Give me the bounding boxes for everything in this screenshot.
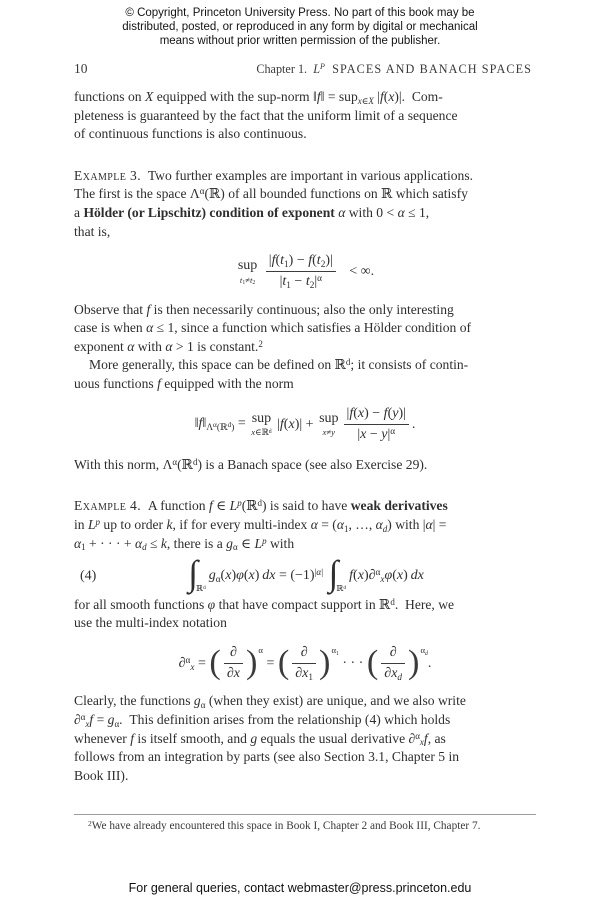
- paragraph-example-3: Example 3. Two further examples are important in various applications. The first is the space $\Lambda^\alpha(ℝ)$ of all bounded functions on ℝ which satisfy a Hölder (or Lipschitz) condition of exponent α with 0 < α ≤ 1, that is,: [74, 167, 474, 239]
- paren-group: ( $\frac{\partial}{\partial x1}$ )$^{\alpha 1}$: [277, 643, 339, 682]
- paragraph-clearly: Clearly, the functions gα (when they exist) are unique, and we also write ∂$^\alpha$xf = gα. This definition arises from the relationship (4) which holds whenever f is itself smooth, and g equals the usual derivative ∂$^\alpha$xf, as follows from an integration by parts (see also Section 3.1, Chapter 5 in Book III).: [74, 693, 466, 783]
- equation-left: gα(x)φ(x) dx = $(-1)^{|\alpha|}$: [208, 567, 324, 584]
- fraction: $\frac{\partial}{\partial x}$: [224, 644, 243, 683]
- paragraph-smooth-functions: for all smooth functions φ that have compact support in ℝ$^d$. Here, we use the multi-index notation: [74, 596, 455, 631]
- multiindex-lhs: ∂$^\alpha$x =: [178, 654, 210, 672]
- copyright-line: means without prior written permission of the publisher.: [159, 34, 441, 47]
- sup-operator: sup x≠y: [319, 410, 339, 438]
- norm-lhs: ‖f‖Λα(ℝd) =: [194, 416, 250, 432]
- footnote-rule: [74, 814, 536, 815]
- sup-operator: sup x∈ℝ$^d$: [251, 410, 272, 438]
- paren-group: ( $\frac{\partial}{\partial xd}$ )$^{\alpha d}$: [366, 643, 428, 682]
- paren-group: ( $\frac{\partial}{\partial x}$ )$^\alpha$: [209, 644, 263, 683]
- sup-operator: sup t1≠t2: [237, 258, 258, 287]
- multiindex-notation-formula: ∂$^\alpha$x = ( $\frac{\partial}{\partial x}$ )$^\alpha$ = ( $\frac{\partial}{\partial x1}$ )$^{\alpha 1}$ · · · ( $\frac{\partial}{\partial xd}$ )$^{\alpha d}$.: [178, 643, 432, 682]
- footer-contact: For general queries, contact webmaster@press.princeton.edu: [128, 881, 472, 895]
- equation-4: [74, 553, 536, 594]
- integral-sign: $\int_{ℝ^d}$: [328, 553, 347, 594]
- running-head: Chapter 1. $L^P$ SPACES AND BANACH SPACES: [256, 62, 532, 76]
- holder-norm-formula: [74, 405, 536, 444]
- fraction: $\frac{|f(t1) - f(t2)|}{|t1 - t2|^\alpha}$: [266, 252, 336, 291]
- page-header: [74, 61, 532, 77]
- copyright-line: © Copyright, Princeton University Press. No part of this book may be: [125, 7, 475, 19]
- paragraph-more-generally: More generally, this space can be defined on ℝ$^d$; it consists of contin- uous functions f equipped with the norm: [74, 357, 469, 391]
- footnote: $^2$We have already encountered this space in Book I, Chapter 2 and Book III, Chapter 7.: [88, 818, 481, 832]
- paragraph-with-this-norm: With this norm, $\Lambda^\alpha(ℝ^d)$ is a Banach space (see also Exercise 29).: [74, 456, 428, 472]
- paragraph-supnorm: functions on X equipped with the sup-norm ‖f‖ = supx∈X |f(x)|. Com- pleteness is guaranteed by the fact that the uniform limit of a sequence of continuous functions is also continuous.: [74, 89, 458, 142]
- equation-right: f(x)∂$^\alpha$xφ(x) dx: [349, 567, 424, 584]
- fraction: $\frac{\partial}{\partial x1}$: [292, 644, 316, 683]
- formula-tail: .: [411, 416, 416, 432]
- copyright-notice: [0, 7, 600, 48]
- paragraph-example-4: Example 4. A function f ∈ $L^p(ℝ^d)$ is said to have weak derivatives in $L^p$ up to order k, if for every multi-index α = (α1, …, αd) with |α| = α1 + · · · + αd ≤ k, there is a gα ∈ $L^p$ with: [74, 498, 448, 553]
- text-column: [74, 88, 536, 785]
- equation-tag: (4): [80, 568, 97, 584]
- formula-tail: .: [427, 655, 432, 671]
- paragraph-observe: Observe that f is then necessarily continuous; also the only interesting case is when α ≤ 1, since a function which satisfies a Hölder condition of exponent α with α > 1 is constant.$^2$: [74, 301, 472, 354]
- fraction: $\frac{|f(x) - f(y)|}{|x - y|^\alpha}$: [344, 405, 409, 444]
- fraction: $\frac{\partial}{\partial xd}$: [381, 644, 405, 683]
- holder-condition-formula: [74, 252, 536, 291]
- page-number: 10: [74, 61, 88, 76]
- integral-sign: $\int_{ℝ^d}$: [188, 553, 206, 594]
- formula-tail: < ∞.: [342, 264, 375, 280]
- norm-mid: |f(x)| +: [273, 416, 318, 432]
- copyright-line: distributed, posted, or reproduced in any form by digital or mechanical: [122, 20, 478, 33]
